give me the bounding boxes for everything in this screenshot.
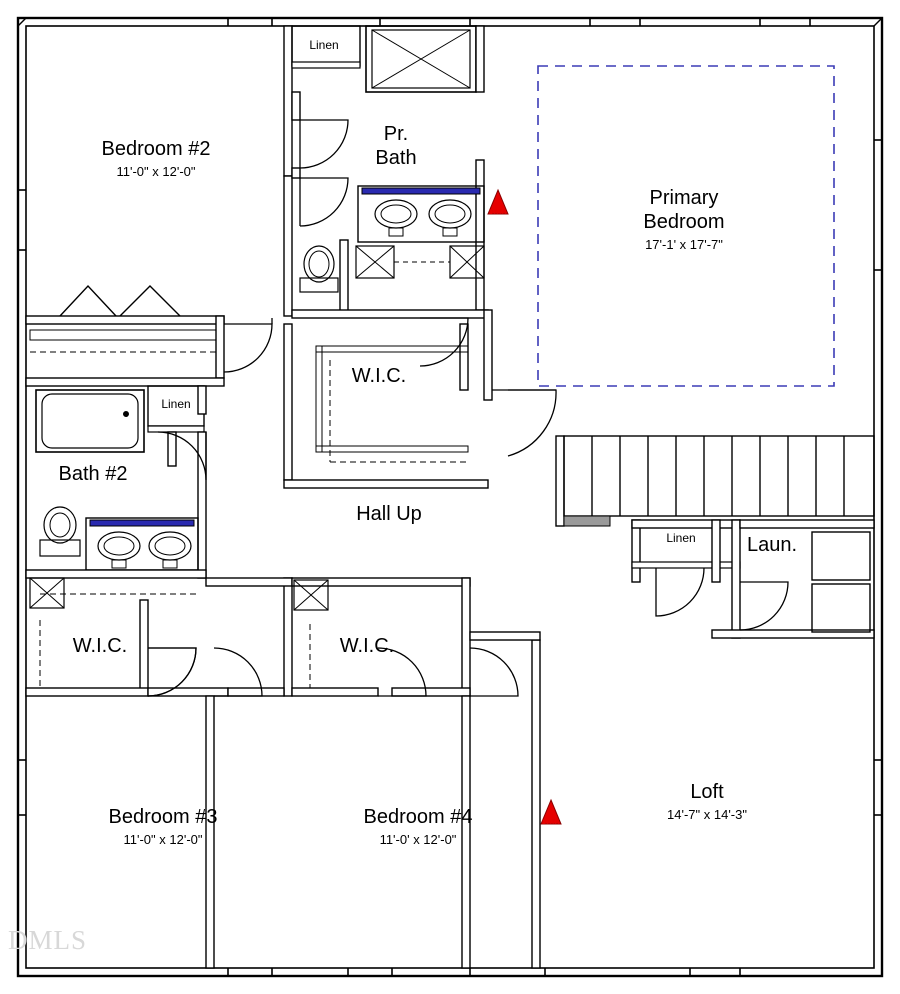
room-name: Hall Up xyxy=(356,503,422,525)
interior-walls xyxy=(26,26,874,968)
room-name: Loft xyxy=(690,781,724,803)
exterior-walls xyxy=(18,18,882,976)
toilet-pr-bath xyxy=(300,246,338,292)
room-name: Bedroom #3 xyxy=(108,806,218,828)
room-name: Linen xyxy=(161,397,191,411)
sink-pr-bath-right xyxy=(429,200,471,236)
room-dimensions: 17'-1' x 17'-7" xyxy=(645,237,723,252)
room-name-line2: Bath xyxy=(375,147,417,169)
room-name: Bath #2 xyxy=(58,463,128,485)
sink-pr-bath-left xyxy=(375,200,417,236)
data-marker-label: DATA xyxy=(489,210,507,216)
room-name: W.I.C. xyxy=(351,365,407,387)
sink-bath2-right xyxy=(149,532,191,568)
watermark: DMLS xyxy=(8,925,88,955)
room-name-line2: Bedroom xyxy=(643,211,725,233)
room-name: Laun. xyxy=(746,534,798,556)
room-dimensions: 14'-7" x 14'-3" xyxy=(667,807,747,822)
data-markers xyxy=(488,190,561,824)
room-name: W.I.C. xyxy=(72,635,128,657)
room-dimensions: 11'-0" x 12'-0" xyxy=(116,164,196,179)
room-name: Linen xyxy=(666,531,696,545)
room-dimensions: 11'-0' x 12'-0" xyxy=(379,832,457,847)
toilet-bath-2 xyxy=(40,507,80,556)
sink-bath2-left xyxy=(98,532,140,568)
room-name: Bedroom #2 xyxy=(101,138,211,160)
data-marker-1-triangle xyxy=(488,190,508,214)
room-name-line1: Pr. xyxy=(383,123,409,145)
data-marker-label: DATA xyxy=(542,820,560,826)
room-dimensions: 11'-0" x 12'-0" xyxy=(123,832,203,847)
room-name: Linen xyxy=(309,38,339,52)
stairs xyxy=(564,436,874,526)
exterior-wall-breaks xyxy=(18,18,882,976)
room-name: W.I.C. xyxy=(339,635,395,657)
room-name: Bedroom #4 xyxy=(363,806,473,828)
room-name-line1: Primary xyxy=(649,187,719,209)
data-marker-2-triangle xyxy=(541,800,561,824)
